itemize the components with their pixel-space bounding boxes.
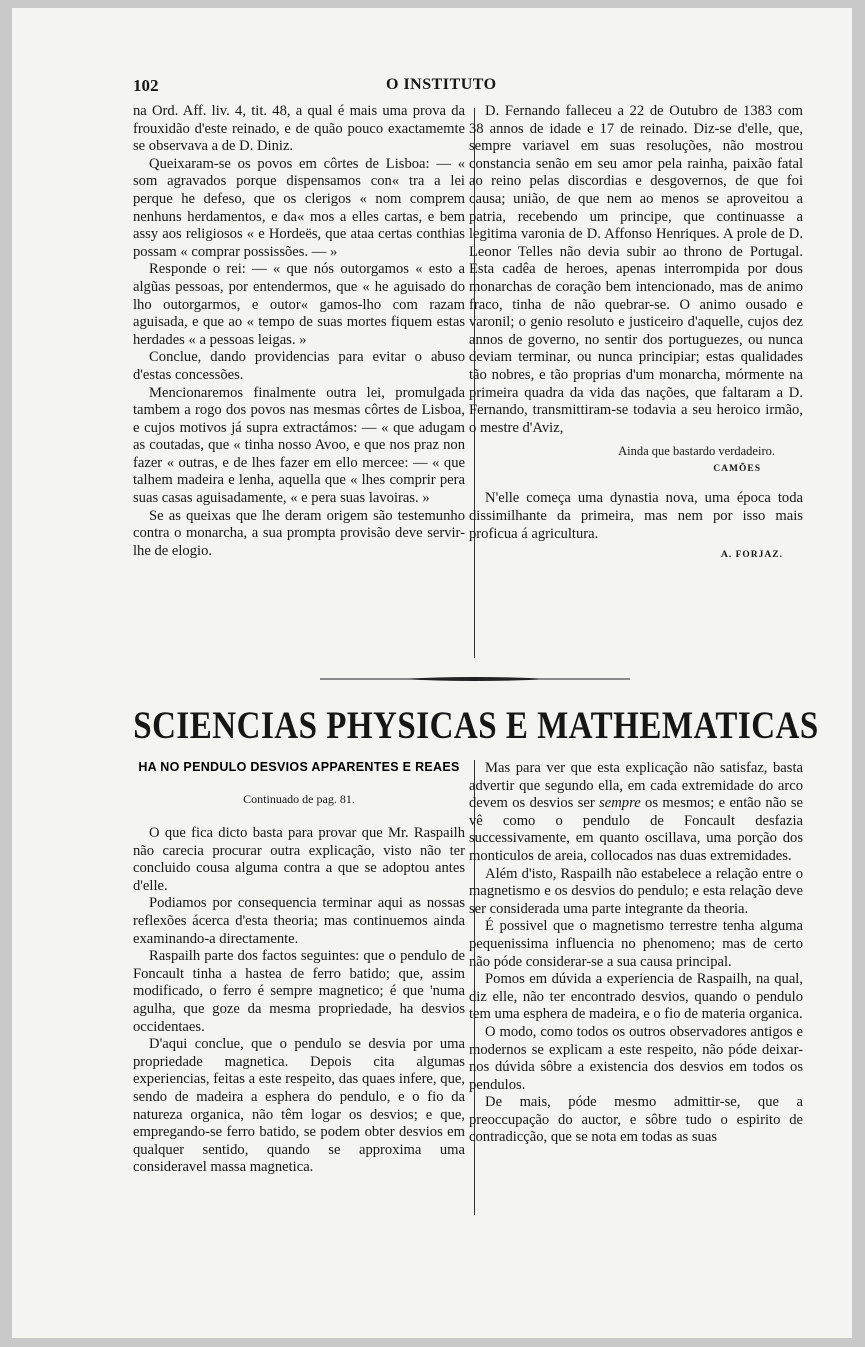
continued-note: Continuado de pag. 81.	[243, 792, 355, 806]
epigraph-author: CAMÕES	[713, 463, 761, 474]
bottom-left-column	[133, 825, 465, 1177]
text-run: Mas para ver que esta explicação não satisfaz, basta advertir que segundo ella, em cada extremidade do arco devem os desvios ser	[469, 760, 803, 812]
ornament-rule	[320, 673, 630, 685]
paragraph: D. Fernando falleceu a 22 de Outubro de 1383 com 38 annos de idade e 17 de reinado. Diz-se d'elle, que, sempre variavel em suas resoluções, não mostrou constancia senão em seu amor pela rainha, paixão fatal ao reino pelas discordias e desgovernos, de que foi causa; união, de que nem ao menos se aproveitou a patria, recebendo um principe, que continuasse a legitima varonia de D. Affonso Henriques. A prole de D. Leonor Telles não devia subir ao throno de Portugal. Esta cadêa de heroes, apenas interrompida por dous monarchas de coração bem intencionado, mas de animo fraco, tinha de não quebrar-se. O animo ousado e varonil; o genio resoluto e justiceiro d'aquelle, cujos dez annos de governo, no sentir dos portuguezes, ou nunca deviam terminar, ou nunca principiar; estas qualidades tão nobres, e tão proprias d'um monarcha, mórmente na primeira quadra da vida das nações, que faltaram a D. Fernando, transmittiram-se todavia a seu heroico irmão, o mestre d'Aviz,	[469, 103, 803, 436]
paragraph: De mais, póde mesmo admittir-se, que a preoccupação do auctor, e sôbre tudo o espirito de contradicção, que se nota em todas as suas	[469, 1094, 803, 1146]
journal-title: O INSTITUTO	[386, 76, 497, 93]
paragraph: Mencionaremos finalmente outra lei, promulgada tambem a rogo dos povos nas mesmas côrtes de Lisboa, e cujos motivos já supra extractámos: — « que adugam as coutadas, que « tinha nosso Avoo, e que nos praz non fazer « outras, e de lhes fazer em ello mercee: — « que talhem madeira e lenha, aquella que « lhes comprir pera suas casas aguisadamente, « e pera suas lavoiras. »	[133, 384, 465, 507]
paragraph: Se as queixas que lhe deram origem são testemunho contra o monarcha, a sua prompta provisão deve servir-lhe de elogio.	[133, 507, 465, 559]
paragraph	[469, 760, 803, 866]
epigraph: Ainda que bastardo verdadeiro.	[618, 444, 775, 459]
text-run: os mesmos; e então não se vê como o pendulo de Foncault desfazia successivamente, em quanto oscillava, uma porção dos monticulos de areia, collocados nas duas extremidades.	[469, 795, 803, 864]
page-number: 102	[133, 76, 159, 95]
paragraph: Conclue, dando providencias para evitar o abuso d'estas concessões.	[133, 349, 465, 383]
paragraph: Responde o rei: — « que nós outorgamos « esto a algũas pessoas, por entendermos, que « he aguisado do lho outorgarmos, e outor« gamos-lho com razam aguisada, e que ao « tempo de suas mortes fiquem estas herdades « a pessoas leigas. »	[133, 261, 465, 348]
paragraph: na Ord. Aff. liv. 4, tit. 48, a qual é mais uma prova da frouxidão d'este reinado, e de quão pouco exactamemte se observava a de D. Diniz.	[133, 103, 465, 155]
paragraph: Raspailh parte dos factos seguintes: que o pendulo de Foncault tinha a hastea de ferro batido; que, assim modificado, o ferro é sempre magnetico; é que 'numa agulha, que goze da mesma propriedade, ha desvios occidentaes.	[133, 948, 465, 1035]
paragraph: Queixaram-se os povos em côrtes de Lisboa: — « som agravados porque dispensamos con« tra a lei perque he defeso, que os clerigos « nom comprem nenhuns herdamentos, e da« mos a elles cartas, e bem assy aos religiosos « e Hordeës, que ataa certas conthias possam « comprar possissões. — »	[133, 155, 465, 260]
paragraph: O que fica dicto basta para provar que Mr. Raspailh não carecia procurar outra explicação, visto não ter concluido cousa alguma contra a que se adoptou antes d'elle.	[133, 825, 465, 894]
top-left-column	[133, 103, 465, 560]
paragraph: É possivel que o magnetismo terrestre tenha alguma pequenissima influencia no phenomeno; mas de certo não póde considerar-se a sua causa principal.	[469, 918, 803, 970]
paragraph: Pomos em dúvida a experiencia de Raspailh, na qual, diz elle, não ter encontrado desvios, quando o pendulo tem uma esphera de madeira, e o fio de materia organica.	[469, 971, 803, 1023]
paragraph: Podiamos por consequencia terminar aqui as nossas reflexões ácerca d'esta theoria; mas continuemos ainda examinando-a directamente.	[133, 895, 465, 947]
section-title: SCIENCIAS PHYSICAS E MATHEMATICAS	[133, 705, 819, 748]
author-signature: A. FORJAZ.	[721, 550, 783, 561]
top-right-column	[469, 103, 803, 565]
emphasis: sempre	[599, 795, 641, 812]
paragraph: D'aqui conclue, que o pendulo se desvia por uma propriedade magnetica. Depois cita algumas experiencias, feitas a este respeito, das quaes infere, que, sendo de madeira a esphera do pendulo, e o fio da natureza organica, não têm logar os desvios; e que, empregando-se ferro batido, se podem obter desvios em qualquer sentido, quando se approxima uma consideravel massa magnetica.	[133, 1036, 465, 1176]
paragraph: N'elle começa uma dynastia nova, uma época toda dissimilhante da primeira, mas nem por isso mais proficua á agricultura.	[469, 490, 803, 542]
bottom-right-column	[469, 760, 803, 1147]
article-title: HA NO PENDULO DESVIOS APPARENTES E REAES	[138, 760, 460, 774]
paragraph: O modo, como todos os outros observadores antigos e modernos se explicam a este respeito, não póde deixar-nos dúvida sôbre a existencia dos desvios em todos os pendulos.	[469, 1023, 803, 1093]
paragraph: Além d'isto, Raspailh não estabelece a relação entre o magnetismo e os desvios do pendulo; e esta relação deve ser considerada uma parte integrante da theoria.	[469, 865, 803, 917]
